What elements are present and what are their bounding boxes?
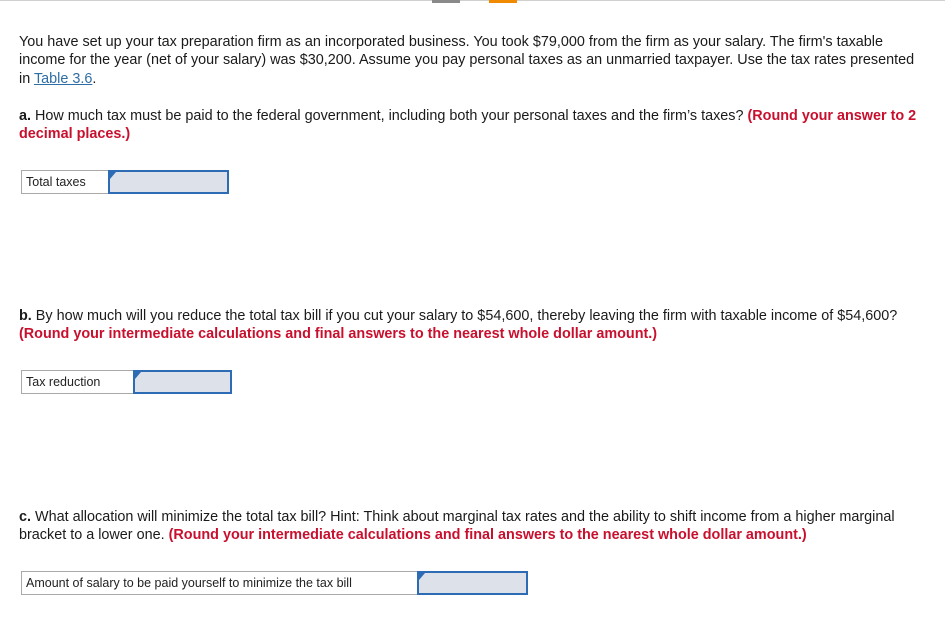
tax-reduction-label: Tax reduction <box>21 370 134 394</box>
input-flag-icon <box>135 372 141 379</box>
question-b <box>19 307 925 344</box>
top-divider <box>0 0 945 1</box>
tab-indicator-orange[interactable] <box>489 0 517 3</box>
intro-text-end: . <box>92 70 97 87</box>
question-c-text: What allocation will minimize the total tax bill? Hint: Think about marginal tax rates and the ability to shift income from a higher marginal bracket to a lower one. <box>19 509 895 544</box>
input-flag-icon <box>110 172 116 179</box>
question-a-letter: a. <box>19 108 32 124</box>
intro-text: You have set up your tax preparation firm as an incorporated business. You took $79,000 from the firm as your salary. The firm's taxable income for the year (net of your salary) was $30,200. Assume you pay personal taxes as an unmarried taxpayer. Use the tax rates presented in <box>19 34 915 87</box>
answer-row-tax-reduction <box>21 370 232 394</box>
question-c-instruction: (Round your intermediate calculations and final answers to the nearest whole dollar amount.) <box>168 527 807 544</box>
problem-intro <box>19 33 925 88</box>
answer-row-total-taxes <box>21 170 229 194</box>
tab-indicator-gray[interactable] <box>432 0 460 3</box>
total-taxes-input[interactable] <box>108 170 229 194</box>
tax-reduction-input[interactable] <box>133 370 232 394</box>
question-a-text: How much tax must be paid to the federal government, including both your personal taxes and the firm’s taxes? <box>31 108 748 124</box>
answer-row-salary-amount <box>21 571 528 595</box>
total-taxes-label: Total taxes <box>21 170 109 194</box>
question-a <box>19 107 925 144</box>
question-a-instruction: (Round your answer to 2 decimal places.) <box>19 108 917 143</box>
question-c-letter: c. <box>19 509 32 525</box>
question-c <box>19 508 925 545</box>
input-flag-icon <box>419 573 425 580</box>
question-b-text: By how much will you reduce the total tax bill if you cut your salary to $54,600, thereby leaving the firm with taxable income of $54,600? <box>31 308 898 324</box>
salary-amount-label: Amount of salary to be paid yourself to minimize the tax bill <box>21 571 418 595</box>
question-b-instruction: (Round your intermediate calculations and final answers to the nearest whole dollar amount.) <box>19 326 658 343</box>
question-b-letter: b. <box>19 308 32 324</box>
table-3-6-link[interactable]: Table 3.6 <box>33 70 93 87</box>
salary-amount-input[interactable] <box>417 571 528 595</box>
